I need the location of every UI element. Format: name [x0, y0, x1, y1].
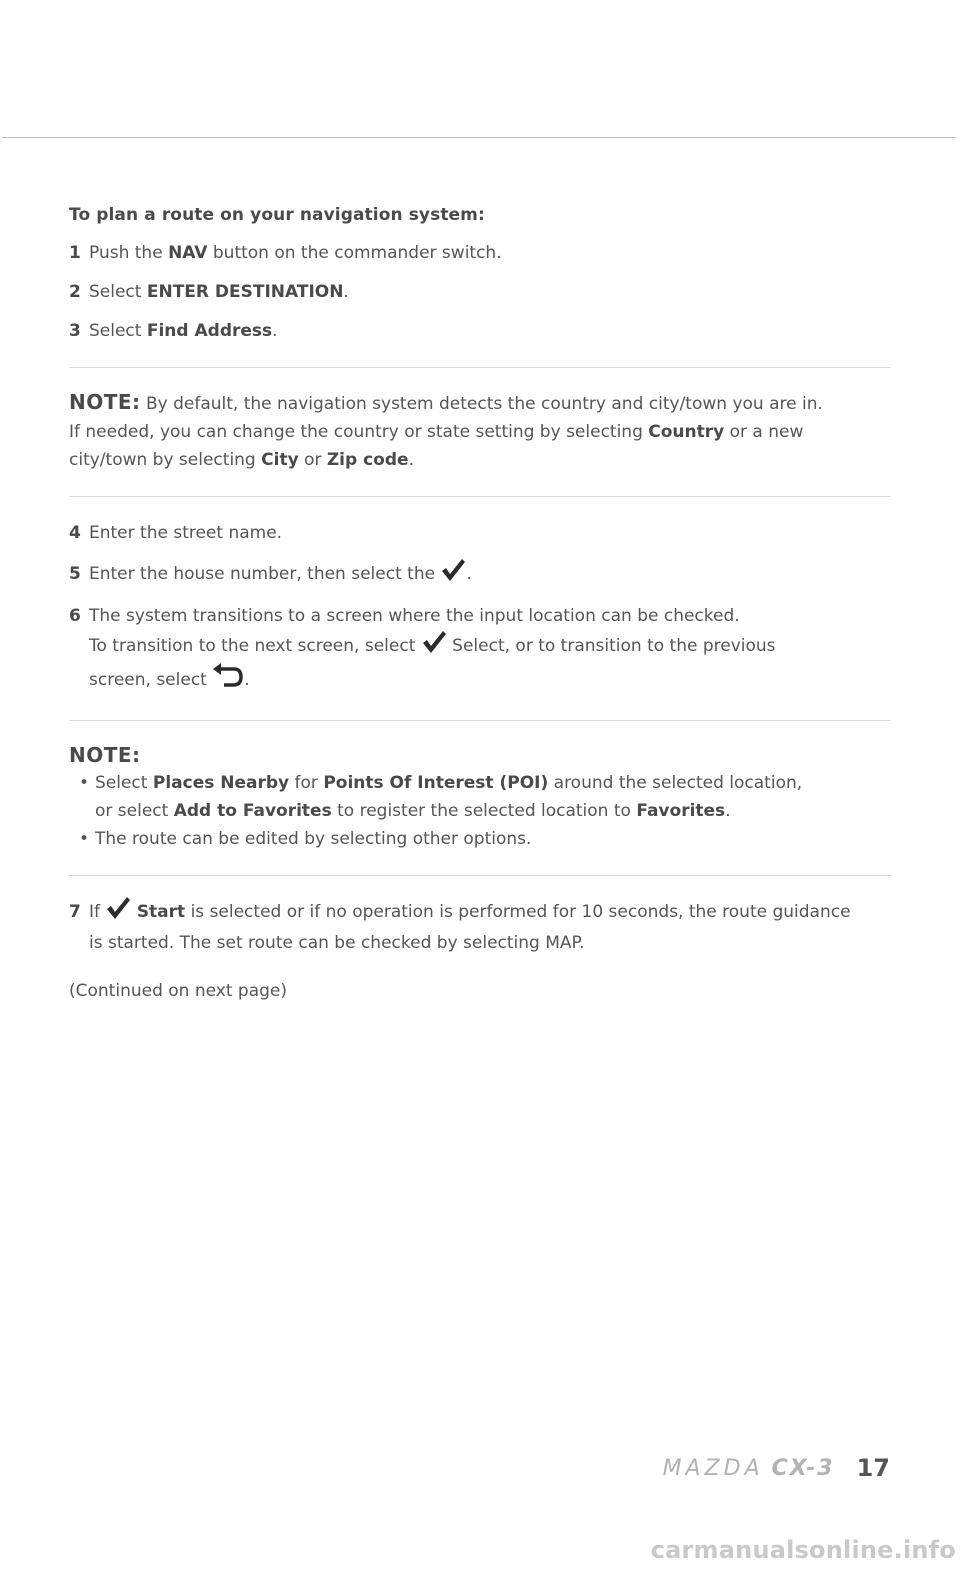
step-text: Push the: [89, 243, 169, 263]
step-5: [69, 558, 891, 591]
step-text: The system transitions to a screen where the input location can be checked.: [89, 606, 740, 626]
check-mark-icon: [440, 558, 466, 591]
note-text: If needed, you can change the country or state setting by selecting: [69, 422, 649, 442]
page-content: [69, 205, 891, 1016]
step-text: Enter the street name.: [89, 523, 283, 543]
step-continuation: [69, 663, 891, 698]
page-footer: [663, 1454, 890, 1482]
bullet-text: The route can be edited by selecting other options.: [95, 829, 532, 849]
note-emphasis: Zip code: [326, 450, 409, 470]
note-text: or a new: [724, 422, 804, 442]
step-number: 2: [69, 282, 81, 302]
note-emphasis: Points Of Interest (POI): [323, 773, 549, 793]
step-text: To transition to the next screen, select: [89, 636, 421, 656]
note-text: or select: [95, 801, 174, 821]
step-2: [69, 278, 891, 306]
page-number: 17: [856, 1454, 890, 1482]
step-text: If: [89, 902, 106, 922]
divider: [69, 875, 891, 876]
bullet-text: [95, 769, 802, 825]
back-arrow-icon: [212, 663, 244, 698]
step-text: Select, or to transition to the previous: [446, 636, 776, 656]
note-text: By default, the navigation system detects the country and city/town you are in.: [140, 394, 823, 414]
note-text: Select: [95, 773, 153, 793]
brand-name: MAZDA: [662, 1455, 764, 1481]
watermark: carmanualsonline.info: [650, 1536, 956, 1564]
continued-note: (Continued on next page): [69, 981, 288, 1001]
note-emphasis: City: [261, 450, 299, 470]
step-text: .: [343, 282, 349, 302]
step-emphasis: Find Address: [146, 321, 273, 341]
step-number: 7: [69, 902, 81, 922]
note-emphasis: Country: [648, 422, 725, 442]
note-text: or: [298, 450, 327, 470]
steps-group: [69, 497, 891, 698]
bullet-dot: •: [79, 829, 90, 849]
step-number: 4: [69, 523, 81, 543]
step-text: Select: [89, 282, 147, 302]
note-emphasis: Add to Favorites: [173, 801, 332, 821]
step-3: [69, 317, 891, 345]
step-4: [69, 519, 891, 547]
step-continuation: [69, 630, 891, 663]
step-emphasis: Start: [136, 902, 186, 922]
step-text: is selected or if no operation is performed for 10 seconds, the route guidance: [185, 902, 851, 922]
note-text: city/town by selecting: [69, 450, 262, 470]
step-1: [69, 239, 891, 267]
note-text: for: [289, 773, 324, 793]
top-rule: [2, 137, 956, 138]
step-text: button on the commander switch.: [207, 243, 502, 263]
step-text: .: [466, 564, 472, 584]
check-mark-icon: [421, 630, 447, 663]
brand-logo: [663, 1456, 835, 1481]
bullet-dot: •: [79, 773, 90, 793]
step-continuation: is started. The set route can be checked by selecting MAP.: [89, 933, 585, 953]
step-number: 1: [69, 243, 81, 263]
step-emphasis: ENTER DESTINATION: [146, 282, 344, 302]
note-label: NOTE:: [69, 743, 141, 767]
step-number: 3: [69, 321, 81, 341]
note-text: around the selected location,: [548, 773, 803, 793]
note-emphasis: Places Nearby: [152, 773, 290, 793]
step-text: screen, select: [89, 670, 213, 690]
note-text: to register the selected location to: [331, 801, 637, 821]
note-options: [69, 721, 891, 875]
step-emphasis: NAV: [168, 243, 208, 263]
step-number: 5: [69, 564, 81, 584]
model-name: CX-3: [771, 1455, 835, 1481]
check-mark-icon: [105, 896, 131, 929]
note-label: NOTE:: [69, 390, 141, 414]
section-heading: To plan a route on your navigation system:: [69, 205, 485, 225]
step-7: [69, 896, 891, 957]
step-text: .: [244, 670, 250, 690]
note-text: .: [725, 801, 731, 821]
bullet-item: [69, 769, 891, 825]
step-number: 6: [69, 606, 81, 626]
step-text: .: [272, 321, 278, 341]
note-text: .: [408, 450, 414, 470]
note-emphasis: Favorites: [636, 801, 726, 821]
step-text: Enter the house number, then select the: [89, 564, 441, 584]
bullet-item: [69, 825, 891, 853]
note-default-location: [69, 368, 891, 496]
step-6: [69, 602, 891, 698]
step-text: Select: [89, 321, 147, 341]
